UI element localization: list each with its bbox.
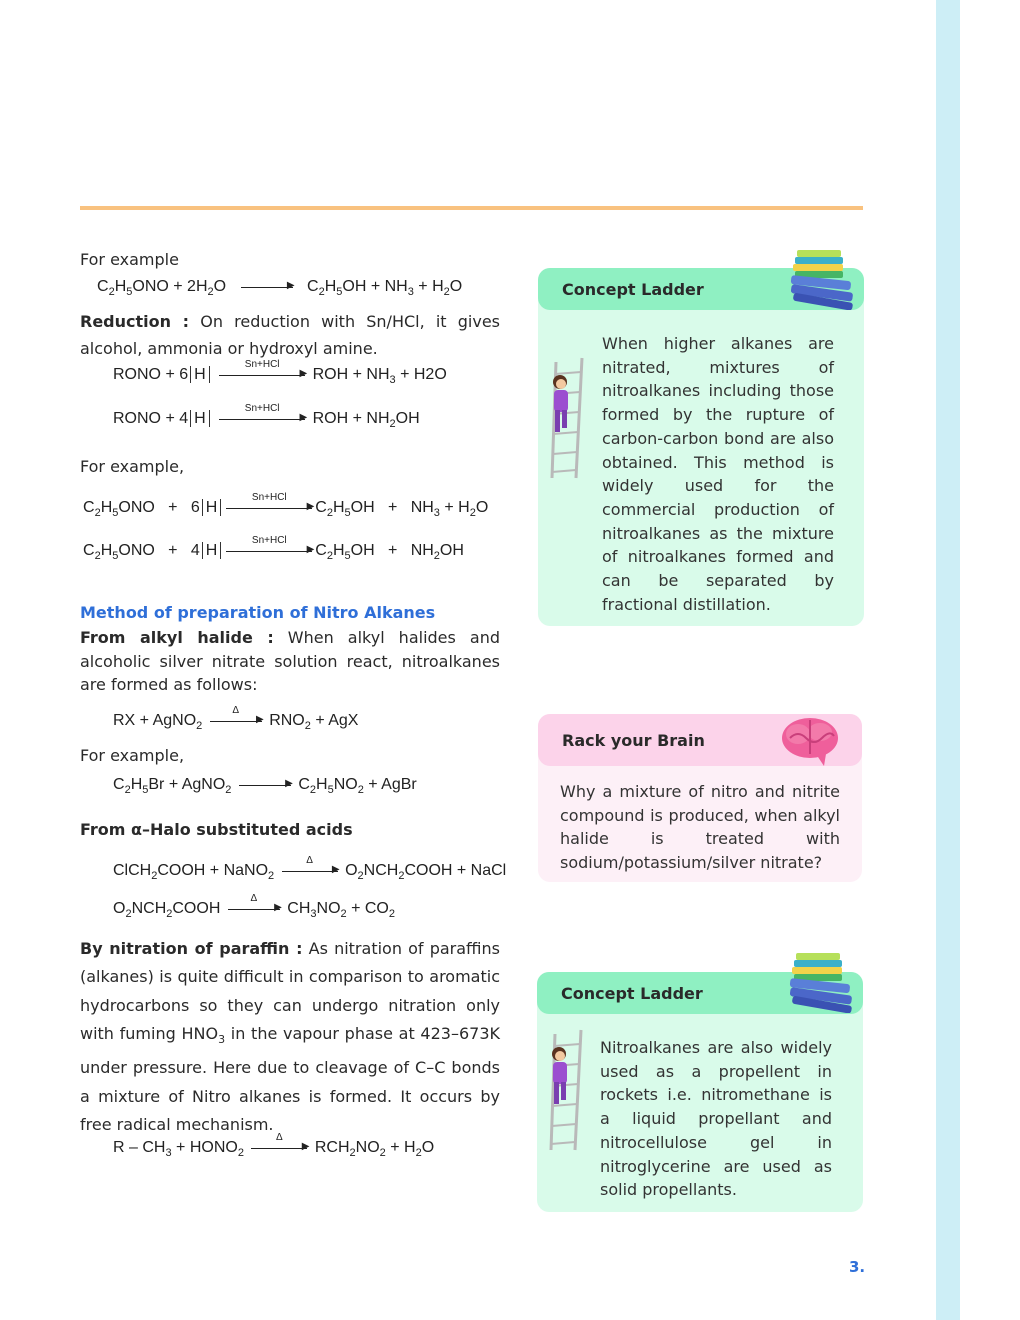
- side-color-strip: [936, 0, 960, 1320]
- equation-reduction-6h: RONO + 6 H Sn+HCl ▶ ROH + $NH_3 + H2O$: [113, 358, 447, 386]
- reduction-paragraph: Reduction : On reduction with Sn/HCl, it gives alcohol, ammonia or hydroxyl amine.: [80, 312, 500, 358]
- method-heading: Method of preparation of Nitro Alkanes: [80, 603, 436, 622]
- books-stack-icon-2: [788, 951, 860, 1013]
- concept-ladder-body-2: Nitroalkanes are also widely used as a propellent in rockets i.e. nitromethane is a liquid propellant and nitrocellulose gel in nitroglycerine are used as solid propellants.: [600, 1038, 832, 1200]
- equation-chloroacetic: ClCH$_2$COOH + NaNO$_2$ Δ ▶ $O_2NCH_2COOH$ + NaCl: [113, 854, 507, 882]
- paraffin-label: By nitration of paraffin :: [80, 939, 303, 958]
- for-example-label: For example: [80, 250, 179, 269]
- ladder-girl-icon-2: [545, 1026, 587, 1152]
- header-divider: [80, 206, 863, 210]
- books-stack-icon: [789, 248, 861, 310]
- equation-ethyl-reduction-6h: $C_2H_5ONO + 6$ H Sn+HCl ▶ $C_2H_5OH + NH_3 + H_2O$: [83, 491, 489, 519]
- equation-alkyl-halide: RX + AgNO$_2$ Δ ▶ $RNO_2$ + AgX: [113, 704, 359, 732]
- concept-ladder-body-1: When higher alkanes are nitrated, mixtures of nitroalkanes including those formed by the rupture of carbon-carbon bond are also obtained. This method is widely used for the commercial production of nitroalkanes as the mixture of nitroalkanes formed and can be separated by fractional distillation.: [602, 334, 834, 614]
- alkyl-halide-label: From alkyl halide :: [80, 628, 274, 647]
- equation-paraffin-nitration: R – $CH_3$ + $HONO_2$ Δ ▶ $RCH_2NO_2 + H_2O$: [113, 1131, 435, 1159]
- halo-acids-heading: From α–Halo substituted acids: [80, 820, 353, 839]
- page-number: 3.: [849, 1258, 866, 1276]
- equation-decarboxylation: $O_2NCH_2COOH$ Δ ▶ $CH_3NO_2 + CO_2$: [113, 892, 395, 920]
- ladder-girl-icon: [546, 354, 588, 480]
- equation-ethyl-bromide: $C_2H_5Br$ + AgNO$_2$ ▶ $C_2H_5NO_2$ + AgBr: [113, 776, 417, 796]
- equation-hydrolysis: $C_2H_5ONO + 2H_2O$ ▶ $C_2H_5OH + NH_3 + H_2O$: [97, 278, 463, 298]
- for-example-label-2: For example,: [80, 457, 185, 476]
- equation-reduction-4h: RONO + 4 H Sn+HCl ▶ ROH + $NH_2OH$: [113, 402, 420, 430]
- for-example-label-3: For example,: [80, 746, 185, 765]
- paraffin-paragraph: By nitration of paraffin : As nitration of paraffins (alkanes) is quite difficult in comparison to aromatic hydrocarbons so they can undergo nitration only with fuming $HNO_3$ in the vapour phase at 423–673K under pressure. Here due to cleavage of C–C bonds a mixture of Nitro alkanes is formed. It occurs by free radical mechanism.: [80, 939, 501, 1134]
- reduction-label: Reduction :: [80, 312, 190, 331]
- concept-ladder-title-1: Concept Ladder: [562, 280, 704, 299]
- brain-icon: [780, 714, 842, 768]
- alkyl-halide-paragraph: From alkyl halide : When alkyl halides and alcoholic silver nitrate solution react, nitroalkanes are formed as follows:: [80, 628, 501, 694]
- equation-ethyl-reduction-4h: $C_2H_5ONO + 4$ H Sn+HCl ▶ $C_2H_5OH + NH_2OH$: [83, 534, 464, 562]
- concept-ladder-title-2: Concept Ladder: [561, 984, 703, 1003]
- rack-your-brain-title: Rack your Brain: [562, 731, 705, 750]
- rack-your-brain-body: Why a mixture of nitro and nitrite compound is produced, when alkyl halide is treated with sodium/potassium/silver nitrate?: [560, 782, 840, 873]
